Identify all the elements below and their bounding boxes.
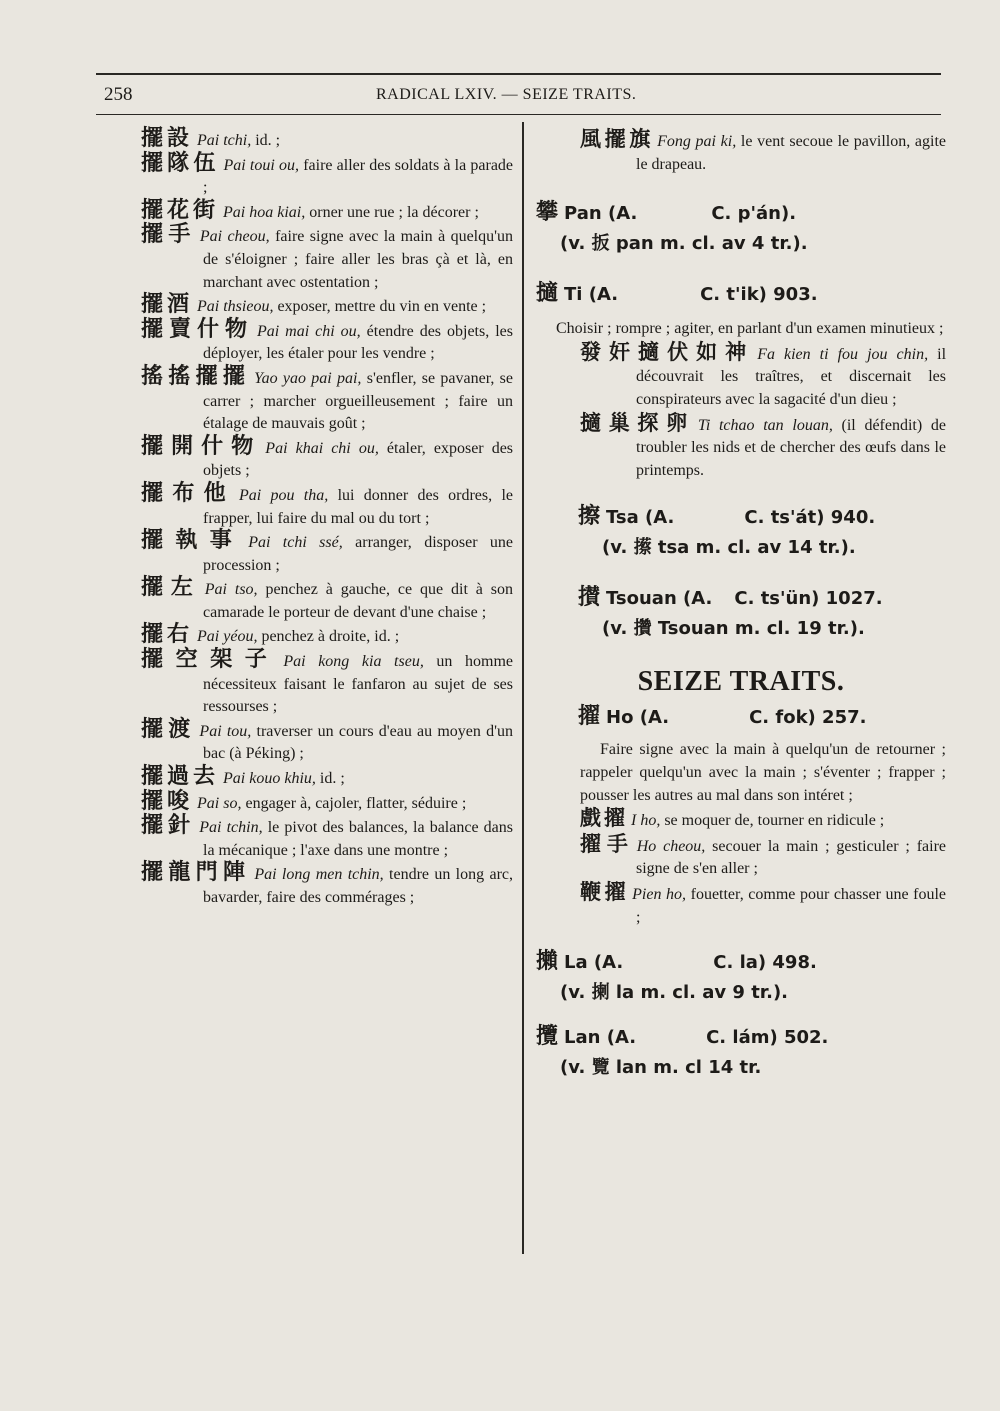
list-item: 擺龍門陣 Pai long men tchin, tendre un long arc, bavarder, faire des commérages ; <box>141 860 513 906</box>
page-number: 258 <box>104 84 133 105</box>
list-item: 擺右 Pai yéou, penchez à droite, id. ; <box>141 622 400 648</box>
list-item: 擺渡 Pai tou, traverser un cours d'eau au moyen d'un bac (à Péking) ; <box>141 716 513 763</box>
list-item: 發奸擿伏如神 Fa kien ti fou jou chin, il découvrait les traîtres, et discernait les conspirateurs avec la sagacité d'un dieu ; <box>580 339 947 408</box>
entry-heading-tsa: 擦 Tsa (A. C. ts'át) 940. <box>578 504 876 530</box>
list-item: 擺針 Pai tchin, le pivot des balances, la balance dans la mécanique ; l'axe dans une montre ; <box>141 813 514 859</box>
list-item: 戲擢 I ho, se moquer de, tourner en ridicule ; <box>580 806 885 831</box>
spacer <box>536 929 946 947</box>
list-item: 擺手 Pai cheou, faire signe avec la main à quelqu'un de s'éloigner ; faire aller les bras çà et là, en marchant avec ostentation ; <box>141 222 514 291</box>
right-column <box>536 128 946 1083</box>
cross-reference: (v. 覽 lan m. cl 14 tr. <box>560 1057 762 1079</box>
list-item: 擺酒 Pai thsieou, exposer, mettre du vin en vente ; <box>141 292 487 318</box>
definition: Faire signe avec la main à quelqu'un de retourner ; rappeler quelqu'un avec la main ; s'éventer ; frapper ; pousser les autres au mal dans son intéret ; <box>580 741 946 804</box>
spacer <box>536 644 946 662</box>
spacer <box>536 259 946 279</box>
running-head: RADICAL LXIV. — SEIZE TRAITS. <box>376 86 637 103</box>
column-divider <box>522 122 524 1254</box>
spacer <box>536 563 946 583</box>
list-item: 擺過去 Pai kouo khiu, id. ; <box>141 764 345 790</box>
list-item: 擺隊伍 Pai toui ou, faire aller des soldats à la parade ; <box>141 150 514 197</box>
cross-reference: (v. 揦 la m. cl. av 9 tr.). <box>560 982 789 1004</box>
cross-reference: (v. 攢 Tsouan m. cl. 19 tr.). <box>602 618 865 640</box>
section-title: SEIZE TRAITS. <box>637 666 845 698</box>
list-item: 擺設 Pai tchi, id. ; <box>141 126 281 151</box>
top-rule <box>96 73 941 75</box>
list-item: 擺唆 Pai so, engager à, cajoler, flatter, séduire ; <box>141 788 467 814</box>
list-item: 擺賣什物 Pai mai chi ou, étendre des objets, les déployer, les étaler pour les vendre ; <box>141 316 513 363</box>
list-item: 風擺旗 Fong pai ki, le vent secoue le pavillon, agite le drapeau. <box>580 127 947 173</box>
entry-heading-tsouan: 攅 Tsouan (A. C. ts'ün) 1027. <box>578 585 883 611</box>
entry-heading-pan: 攀 Pan (A. C. p'án). <box>536 200 797 226</box>
entry-heading-lan: 攬 Lan (A. C. lám) 502. <box>536 1024 829 1050</box>
list-item: 擺空架子 Pai kong kia tseu, un homme nécessiteux faisant le fanfaron au sujet de ses ressourses ; <box>141 647 513 716</box>
list-item: 擺左 Pai tso, penchez à gauche, ce que dit à son camarade le porteur de devant d'une chaise ; <box>141 575 513 621</box>
spacer <box>536 176 946 198</box>
entry-heading-ho: 擢 Ho (A. C. fok) 257. <box>578 704 867 730</box>
definition: Choisir ; rompre ; agiter, en parlant d'un examen minutieux ; <box>556 320 944 338</box>
list-item: 鞭擢 Pien ho, fouetter, comme pour chasser une foule ; <box>580 879 947 926</box>
list-item: 搖搖擺擺 Yao yao pai pai, s'enfler, se pavaner, se carrer ; marcher orgueilleusement ; faire un étalage de mauvais goût ; <box>141 363 514 433</box>
list-item: 擺布他 Pai pou tha, lui donner des ordres, le frapper, lui faire du mal ou du tort ; <box>141 480 513 527</box>
list-item: 擢手 Ho cheou, secouer la main ; gesticuler ; faire signe de s'en aller ; <box>580 831 946 878</box>
cross-reference: (v. 攃 tsa m. cl. av 14 tr.). <box>602 537 856 559</box>
header-rule <box>96 114 941 115</box>
list-item: 擿巢探卵 Ti tchao tan louan, (il défendit) de troubler les nids et de chercher des œufs dans le printemps. <box>580 410 947 479</box>
entry-heading-la: 攋 La (A. C. la) 498. <box>536 949 817 975</box>
list-item: 擺花街 Pai hoa kiai, orner une rue ; la décorer ; <box>141 197 479 223</box>
list-item: 擺執事 Pai tchi ssé, arranger, disposer une procession ; <box>141 528 514 574</box>
spacer <box>536 482 946 502</box>
cross-reference: (v. 扳 pan m. cl. av 4 tr.). <box>560 233 808 255</box>
spacer <box>536 1008 946 1022</box>
entry-heading-ti: 擿 Ti (A. C. t'ik) 903. <box>536 281 818 307</box>
left-column <box>141 128 513 910</box>
list-item: 擺開什物 Pai khai chi ou, étaler, exposer des objets ; <box>141 433 514 480</box>
